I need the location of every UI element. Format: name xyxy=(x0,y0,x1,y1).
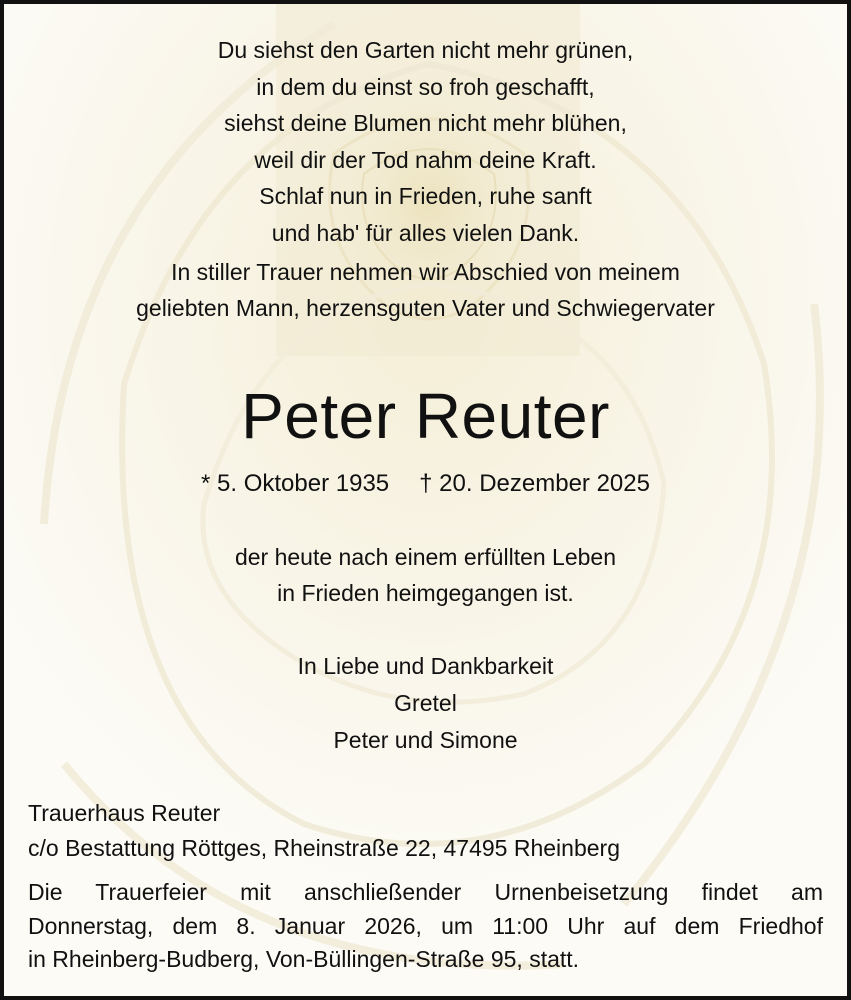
address-line: Trauerhaus Reuter xyxy=(28,800,221,826)
poem-line: weil dir der Tod nahm deine Kraft. xyxy=(254,146,597,173)
poem-line: Du siehst den Garten nicht mehr grünen, xyxy=(217,37,634,63)
poem-line: siehst deine Blumen nicht mehr blühen, xyxy=(224,110,627,136)
family-line: Peter und Simone xyxy=(333,727,518,753)
farewell-intro xyxy=(4,254,847,326)
birth-date: * 5. Oktober 1935 xyxy=(201,470,390,497)
ceremony-line: Donnerstag, dem 8. Januar 2026, um 11:00 Uhr auf dem Friedhof xyxy=(28,912,823,939)
life-dates xyxy=(4,468,847,500)
ceremony-line: Die Trauerfeier mit anschließender Urnenbeisetzung findet am xyxy=(28,879,823,905)
poem-line: und hab' für alles vielen Dank. xyxy=(271,219,580,246)
funeral-ceremony-info xyxy=(28,876,823,977)
address-line: c/o Bestattung Röttges, Rheinstraße 22, 47495 Rheinberg xyxy=(28,835,620,861)
intro-line: geliebten Mann, herzensguten Vater und Schwiegervater xyxy=(136,295,715,321)
mourning-house-address xyxy=(28,796,823,866)
family-line: In Liebe und Dankbarkeit xyxy=(297,653,554,679)
passing-statement xyxy=(4,539,847,611)
poem xyxy=(4,32,847,251)
family-line: Gretel xyxy=(394,690,457,716)
passing-line: in Frieden heimgegangen ist. xyxy=(277,580,574,606)
poem-line: Schlaf nun in Frieden, ruhe sanft xyxy=(259,183,592,209)
ceremony-line: in Rheinberg-Budberg, Von-Büllingen-Straße 95, statt. xyxy=(28,946,580,972)
deceased-name: Peter Reuter xyxy=(241,380,610,452)
death-date: † 20. Dezember 2025 xyxy=(419,470,650,497)
family-signature xyxy=(4,648,847,759)
passing-line: der heute nach einem erfüllten Leben xyxy=(234,544,617,570)
intro-line: In stiller Trauer nehmen wir Abschied von meinem xyxy=(171,259,680,285)
poem-line: in dem du einst so froh geschafft, xyxy=(256,73,595,100)
